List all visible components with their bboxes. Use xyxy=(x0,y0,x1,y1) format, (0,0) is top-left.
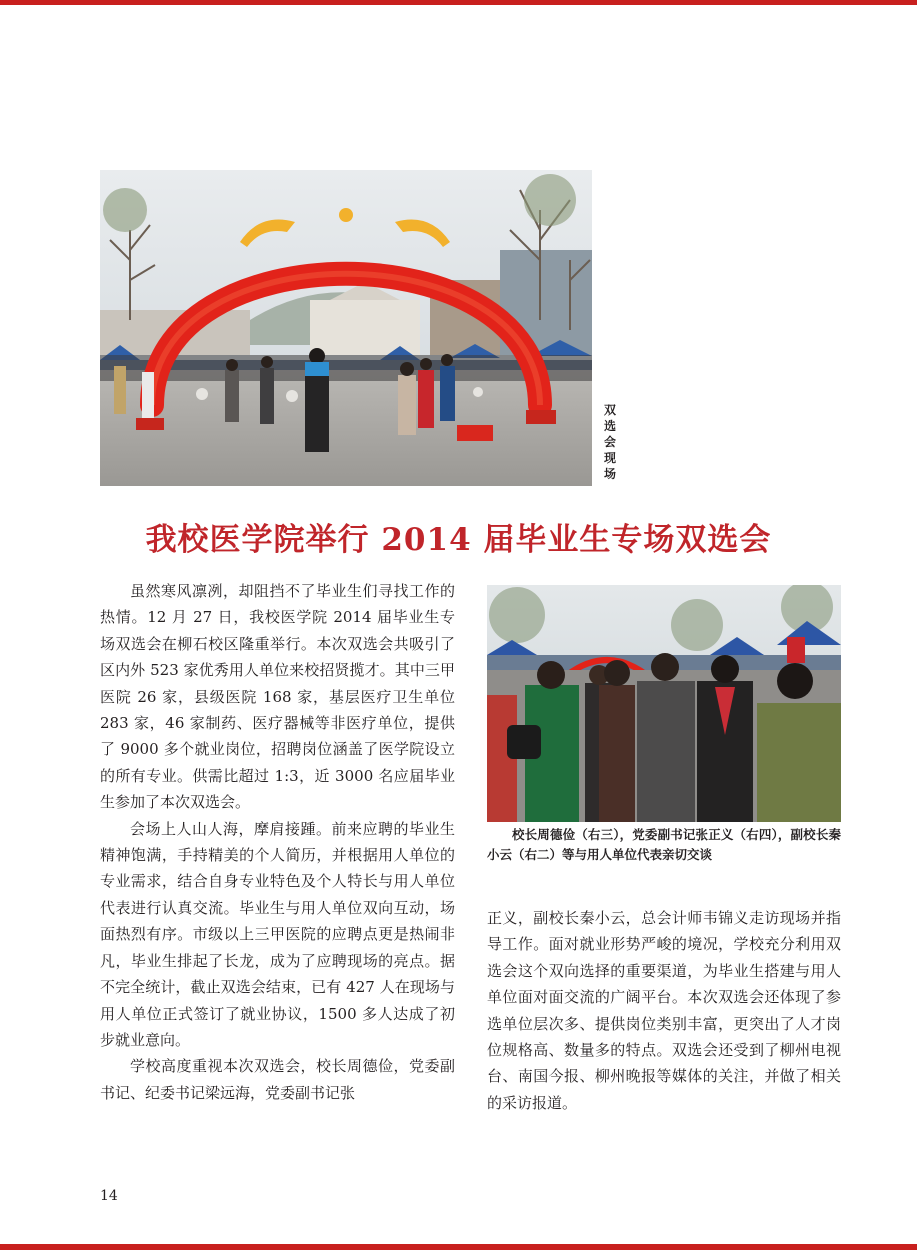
article-body-right-column xyxy=(487,905,841,1116)
photo-caption-vertical: 双选会现场 xyxy=(604,403,617,481)
article-body-left-column xyxy=(100,578,455,1106)
body-paragraph: 学校高度重视本次双选会，校长周德俭，党委副书记、纪委书记梁远海，党委副书记张 xyxy=(100,1057,455,1102)
body-paragraph: 正义，副校长秦小云，总会计师韦锦义走访现场并指导工作。面对就业形势严峻的境况，学校充分利用双选会这个双向选择的重要渠道，为毕业生搭建与用人单位面对面交流的广阔平台。本次双选会还体现了参选单位层次多、提供岗位类别丰富，更突出了人才岗位规格高、数量多的特点。双选会还受到了柳州电视台、南国今报、柳州晚报等媒体的关注，并做了相关的采访报道。 xyxy=(487,909,841,1112)
body-paragraph: 会场上人山人海，摩肩接踵。前来应聘的毕业生精神饱满，手持精美的个人简历，并根据用人单位的专业需求，结合自身专业特色及个人特长与用人单位代表进行认真交流。毕业生与用人单位双向互动，场面热烈有序。市级以上三甲医院的应聘点更是热闹非凡，毕业生排起了长龙，成为了应聘现场的亮点。据不完全统计，截止双选会结束，已有 427 人在现场与用人单位正式签订了就业协议，1500 多人达成了初步就业意向。 xyxy=(100,819,455,1049)
top-border-rule xyxy=(0,0,917,5)
article-headline: 我校医学院举行 2014 届毕业生专场双选会 xyxy=(145,522,772,558)
bottom-border-rule xyxy=(0,1244,917,1250)
officials-photo-caption: 校长周德俭（右三），党委副书记张正义（右四），副校长秦小云（右二）等与用人单位代表亲切交谈 xyxy=(487,827,841,862)
page-number: 14 xyxy=(100,1188,118,1204)
body-paragraph: 虽然寒风凛冽，却阻挡不了毕业生们寻找工作的热情。12 月 27 日，我校医学院 2014 届毕业生专场双选会在柳石校区隆重举行。本次双选会共吸引了区内外 523 家优秀用人单位来校招贤揽才。其中三甲医院 26 家，县级医院 168 家，基层医疗卫生单位 283 家，46 家制药、医疗器械等非医疗单位，提供了 9000 多个就业岗位，招聘岗位涵盖了医学院设立的所有专业。供需比超过 1:3，近 3000 名应届毕业生参加了本次双选会。 xyxy=(100,582,455,812)
job-fair-photo xyxy=(100,170,592,486)
officials-photo xyxy=(487,585,841,822)
